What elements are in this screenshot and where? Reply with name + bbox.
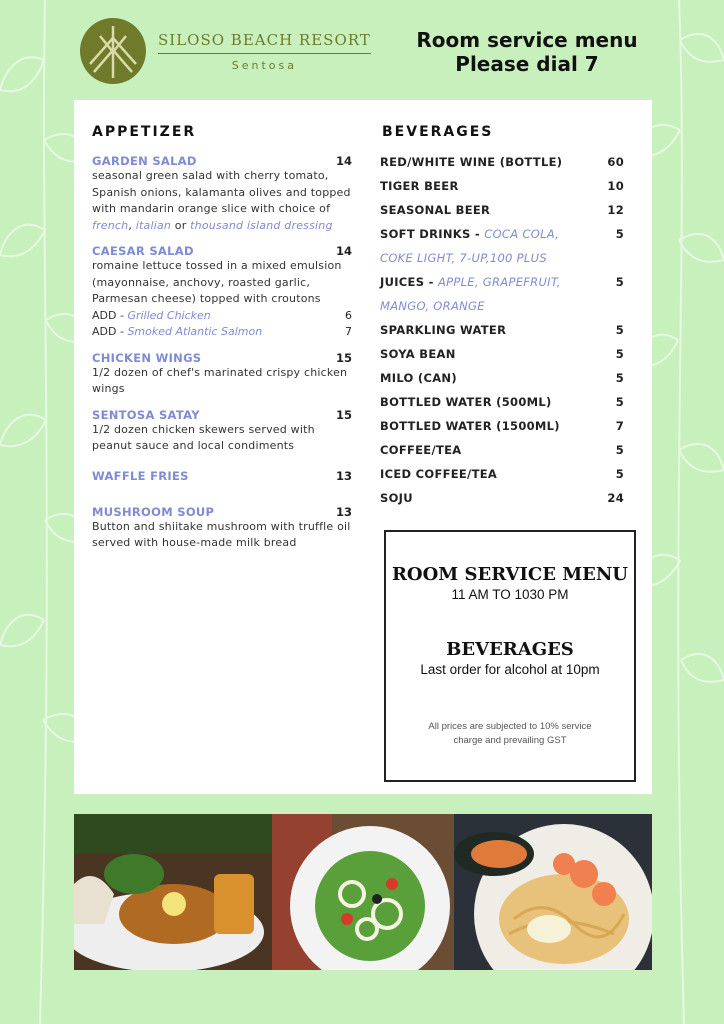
beverage-item: MILO (CAN) 5 — [380, 366, 624, 390]
beverage-item: JUICES - APPLE, GRAPEFRUIT, MANGO, ORANGE 5 — [380, 270, 624, 318]
add-on-row: ADD - Smoked Atlantic Salmon 7 — [92, 324, 352, 341]
add-on-price: 7 — [345, 325, 352, 338]
add-on-price: 6 — [345, 308, 352, 322]
dressing-option: thousand island dressing — [190, 218, 333, 232]
leaf-emblem-icon — [80, 18, 146, 84]
beverage-price: 5 — [615, 395, 624, 409]
item-price: 13 — [335, 504, 352, 519]
beverage-price: 12 — [607, 203, 624, 217]
add-on-row: ADD - Grilled Chicken 6 — [92, 308, 352, 325]
photo-fried-fish — [74, 814, 272, 970]
brand-name: SILOSO BEACH RESORT — [158, 30, 371, 49]
item-title: WAFFLE FRIES — [92, 468, 189, 483]
appetizer-heading: APPETIZER — [92, 124, 197, 140]
resort-logo — [80, 18, 371, 84]
item-price: 14 — [335, 154, 352, 168]
beverage-price: 5 — [615, 467, 624, 481]
beverage-price: 5 — [615, 275, 624, 289]
beverage-price: 5 — [615, 227, 624, 241]
menu-item-waffle-fries — [92, 469, 352, 483]
beverage-item: COFFEE/TEA 5 — [380, 438, 624, 462]
item-description: seasonal green salad with cherry tomato, Spanish onions, kalamanta olives and topped with mandarin orange slice with choice of french, italian or thousand island dressing — [92, 169, 351, 232]
beverage-price: 10 — [607, 179, 624, 193]
beverage-item: TIGER BEER 10 — [380, 174, 624, 198]
beverage-price: 5 — [615, 323, 624, 337]
item-description: 1/2 dozen chicken skewers served with peanut sauce and local condiments — [92, 422, 315, 452]
menu-item-garden-salad — [92, 154, 352, 234]
beverage-item: ICED COFFEE/TEA 5 — [380, 462, 624, 486]
item-title: CAESAR SALAD — [92, 244, 194, 258]
item-title: MUSHROOM SOUP — [92, 504, 215, 519]
beverage-price: 24 — [607, 491, 624, 505]
item-title: GARDEN SALAD — [92, 154, 197, 168]
beverage-item: SOFT DRINKS - COCA COLA, COKE LIGHT, 7-UP,100 PLUS 5 — [380, 222, 624, 270]
info-box — [384, 530, 636, 782]
item-price: 14 — [335, 244, 352, 258]
beverage-price: 7 — [615, 419, 624, 433]
item-title: CHICKEN WINGS — [92, 350, 202, 365]
menu-item-chicken-wings — [92, 351, 352, 398]
food-photo-strip — [74, 814, 652, 970]
beverage-item: SOYA BEAN 5 — [380, 342, 624, 366]
brand-location: Sentosa — [231, 58, 298, 72]
page-title — [382, 28, 672, 76]
photo-garden-salad — [272, 814, 454, 970]
beverage-item: SOJU 24 — [380, 486, 624, 510]
beverage-item: BOTTLED WATER (1500ML) 7 — [380, 414, 624, 438]
beverages-heading: BEVERAGES — [382, 124, 494, 140]
beverage-price: 5 — [615, 347, 624, 361]
appetizer-list — [92, 154, 352, 562]
beverage-price: 5 — [615, 371, 624, 385]
dressing-option: italian — [135, 218, 172, 232]
menu-item-sentosa-satay — [92, 408, 352, 455]
item-price: 15 — [335, 407, 352, 422]
price-disclaimer: All prices are subjected to 10% service charge and prevailing GST — [428, 721, 592, 746]
beverage-item: RED/WHITE WINE (BOTTLE) 60 — [380, 150, 624, 174]
menu-item-caesar-salad — [92, 244, 352, 341]
menu-panel — [74, 100, 652, 794]
beverage-item: SEASONAL BEER 12 — [380, 198, 624, 222]
menu-item-mushroom-soup — [92, 505, 352, 552]
info-heading-room-service: ROOM SERVICE MENU — [391, 564, 629, 585]
last-order-note: Last order for alcohol at 10pm — [420, 662, 600, 677]
photo-seafood-pasta — [454, 814, 652, 970]
title-line-2: Please dial 7 — [455, 52, 599, 76]
beverage-item: SPARKLING WATER 5 — [380, 318, 624, 342]
item-description: Button and shiitake mushroom with truffle oil served with house-made milk bread — [92, 519, 351, 549]
item-description: romaine lettuce tossed in a mixed emulsion (mayonnaise, anchovy, roasted garlic, Parmesan cheese) topped with croutons — [92, 259, 342, 305]
beverage-price: 60 — [607, 155, 624, 169]
beverage-list — [380, 150, 624, 510]
beverage-item: BOTTLED WATER (500ML) 5 — [380, 390, 624, 414]
info-heading-beverages: BEVERAGES — [446, 639, 574, 660]
dressing-option: french — [92, 218, 129, 232]
item-description: 1/2 dozen of chef's marinated crispy chicken wings — [92, 365, 348, 395]
item-title: SENTOSA SATAY — [92, 407, 200, 422]
item-price: 15 — [335, 350, 352, 365]
item-price: 13 — [335, 468, 352, 483]
title-line-1: Room service menu — [416, 28, 638, 52]
service-hours: 11 AM TO 1030 PM — [451, 587, 569, 602]
beverage-price: 5 — [615, 443, 624, 457]
